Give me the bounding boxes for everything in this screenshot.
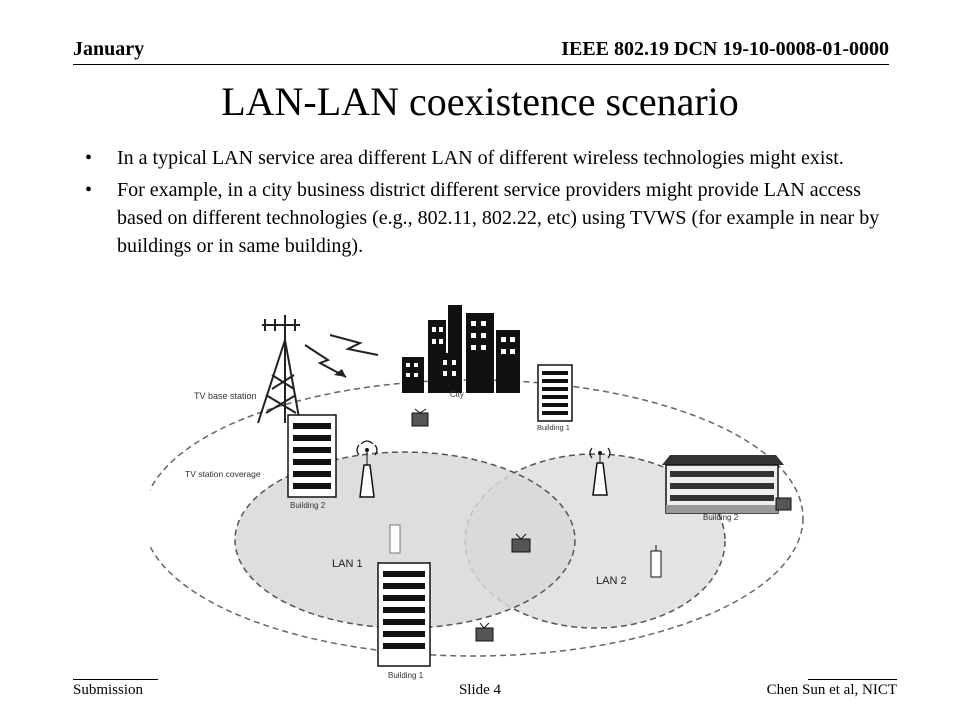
lan2-label: LAN 2 bbox=[596, 575, 627, 587]
footer-rule-right bbox=[808, 679, 897, 680]
phone-icon bbox=[390, 525, 400, 553]
bullet-icon: • bbox=[85, 147, 93, 169]
header-rule bbox=[73, 64, 889, 65]
bullet-item bbox=[85, 176, 885, 260]
footer-authors: Chen Sun et al, NICT bbox=[766, 682, 897, 698]
tv-base-station-label: TV base station bbox=[194, 391, 257, 401]
footer-submission: Submission bbox=[73, 682, 144, 698]
building2-left-icon bbox=[288, 415, 336, 497]
building2-right-icon bbox=[662, 455, 784, 513]
coexistence-diagram bbox=[150, 305, 810, 683]
building2-right-label: Building 2 bbox=[703, 513, 739, 522]
building1-bottom-label: Building 1 bbox=[388, 671, 424, 680]
header-document-number: IEEE 802.19 DCN 19-10-0008-01-0000 bbox=[561, 38, 889, 60]
header-date: January bbox=[73, 38, 145, 60]
bullet-item bbox=[85, 144, 885, 172]
bullet-icon: • bbox=[85, 179, 93, 201]
city-label: City bbox=[450, 390, 464, 399]
signal-arrow-icon bbox=[334, 369, 346, 377]
phone-icon bbox=[651, 551, 661, 577]
slide-title: LAN-LAN coexistence scenario bbox=[221, 79, 739, 124]
building1-bottom-icon bbox=[378, 563, 430, 666]
tv-set-icon bbox=[412, 409, 428, 426]
tv-set-icon bbox=[776, 498, 791, 510]
building1-top-label: Building 1 bbox=[537, 423, 570, 432]
lan1-label: LAN 1 bbox=[332, 558, 363, 570]
building1-top-icon bbox=[538, 365, 572, 421]
bullet-list bbox=[85, 144, 885, 264]
bullet-text: In a typical LAN service area different LAN of different wireless technologies might exist. bbox=[117, 147, 844, 169]
tv-station-coverage-label: TV station coverage bbox=[185, 469, 261, 479]
signal-bolt-icon bbox=[330, 335, 378, 355]
tv-set-icon bbox=[476, 623, 493, 641]
footer-slide-number: Slide 4 bbox=[458, 682, 502, 698]
building2-left-label: Building 2 bbox=[290, 501, 326, 510]
bullet-text: For example, in a city business district different service providers might provide LAN access based on different technologies (e.g., 802.11, 802.22, etc) using TVWS (for example in near by buildings or in same building). bbox=[117, 179, 880, 257]
footer-rule-left bbox=[73, 679, 158, 680]
